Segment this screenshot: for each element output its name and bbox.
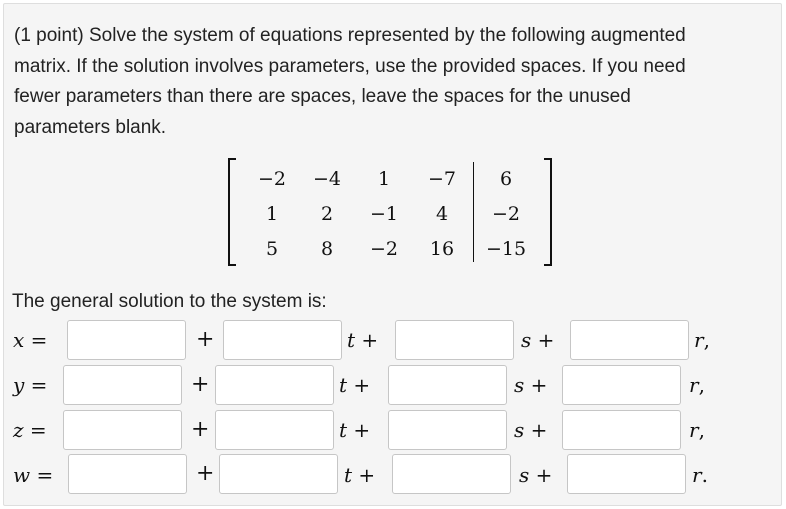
t-parameter-label: t + <box>339 418 371 442</box>
matrix-cell: 8 <box>320 238 334 260</box>
matrix-cell: −2 <box>491 203 521 225</box>
matrix-cell: 16 <box>429 238 455 260</box>
matrix-cell: 6 <box>499 168 513 190</box>
t-parameter-label: t + <box>339 373 371 397</box>
variable-label: y = <box>13 373 48 397</box>
r-parameter-label: r, <box>694 328 710 352</box>
matrix-left-bracket <box>228 158 236 266</box>
problem-text <box>14 21 774 143</box>
problem-line: parameters blank. <box>14 116 167 138</box>
matrix-cell: 1 <box>377 168 391 190</box>
matrix-cell: −1 <box>369 203 399 225</box>
z-s-coefficient-input[interactable] <box>388 410 507 450</box>
matrix-cell: 4 <box>435 203 449 225</box>
problem-line: matrix. If the solution involves parameters, use the provided spaces. If you need <box>14 55 686 77</box>
matrix-cell: 2 <box>320 203 334 225</box>
matrix-cell: 1 <box>265 203 279 225</box>
matrix-cell: −2 <box>257 168 287 190</box>
matrix-right-bracket <box>544 158 552 266</box>
x-constant-input[interactable] <box>67 320 186 360</box>
s-parameter-label: s + <box>519 463 553 487</box>
matrix-cell: −2 <box>369 238 399 260</box>
general-solution-label: The general solution to the system is: <box>12 291 327 312</box>
plus-sign: + <box>191 372 210 397</box>
y-r-coefficient-input[interactable] <box>562 365 681 405</box>
r-parameter-label: r, <box>689 373 705 397</box>
s-parameter-label: s + <box>514 373 548 397</box>
w-s-coefficient-input[interactable] <box>392 454 511 494</box>
augmented-matrix <box>228 158 552 268</box>
t-parameter-label: t + <box>344 463 376 487</box>
t-parameter-label: t + <box>347 328 379 352</box>
w-r-coefficient-input[interactable] <box>567 454 686 494</box>
matrix-cell: −15 <box>485 238 527 260</box>
w-t-coefficient-input[interactable] <box>219 454 338 494</box>
variable-label: x = <box>13 328 48 352</box>
plus-sign: + <box>191 417 210 442</box>
y-constant-input[interactable] <box>63 365 182 405</box>
augment-divider <box>473 162 474 262</box>
variable-label: w = <box>13 463 54 487</box>
z-r-coefficient-input[interactable] <box>562 410 681 450</box>
y-s-coefficient-input[interactable] <box>388 365 507 405</box>
x-s-coefficient-input[interactable] <box>395 320 514 360</box>
matrix-cell: 5 <box>265 238 279 260</box>
s-parameter-label: s + <box>514 418 548 442</box>
z-t-coefficient-input[interactable] <box>215 410 334 450</box>
plus-sign: + <box>196 327 215 352</box>
r-parameter-label: r. <box>692 463 708 487</box>
x-r-coefficient-input[interactable] <box>570 320 689 360</box>
plus-sign: + <box>196 461 215 486</box>
problem-line: (1 point) Solve the system of equations represented by the following augmented <box>14 25 686 46</box>
problem-line: fewer parameters than there are spaces, leave the spaces for the unused <box>14 86 631 107</box>
matrix-cell: −4 <box>312 168 342 190</box>
y-t-coefficient-input[interactable] <box>215 365 334 405</box>
r-parameter-label: r, <box>689 418 705 442</box>
variable-label: z = <box>13 418 47 442</box>
x-t-coefficient-input[interactable] <box>223 320 342 360</box>
s-parameter-label: s + <box>521 328 555 352</box>
z-constant-input[interactable] <box>63 410 182 450</box>
w-constant-input[interactable] <box>68 454 187 494</box>
matrix-cell: −7 <box>427 168 457 190</box>
